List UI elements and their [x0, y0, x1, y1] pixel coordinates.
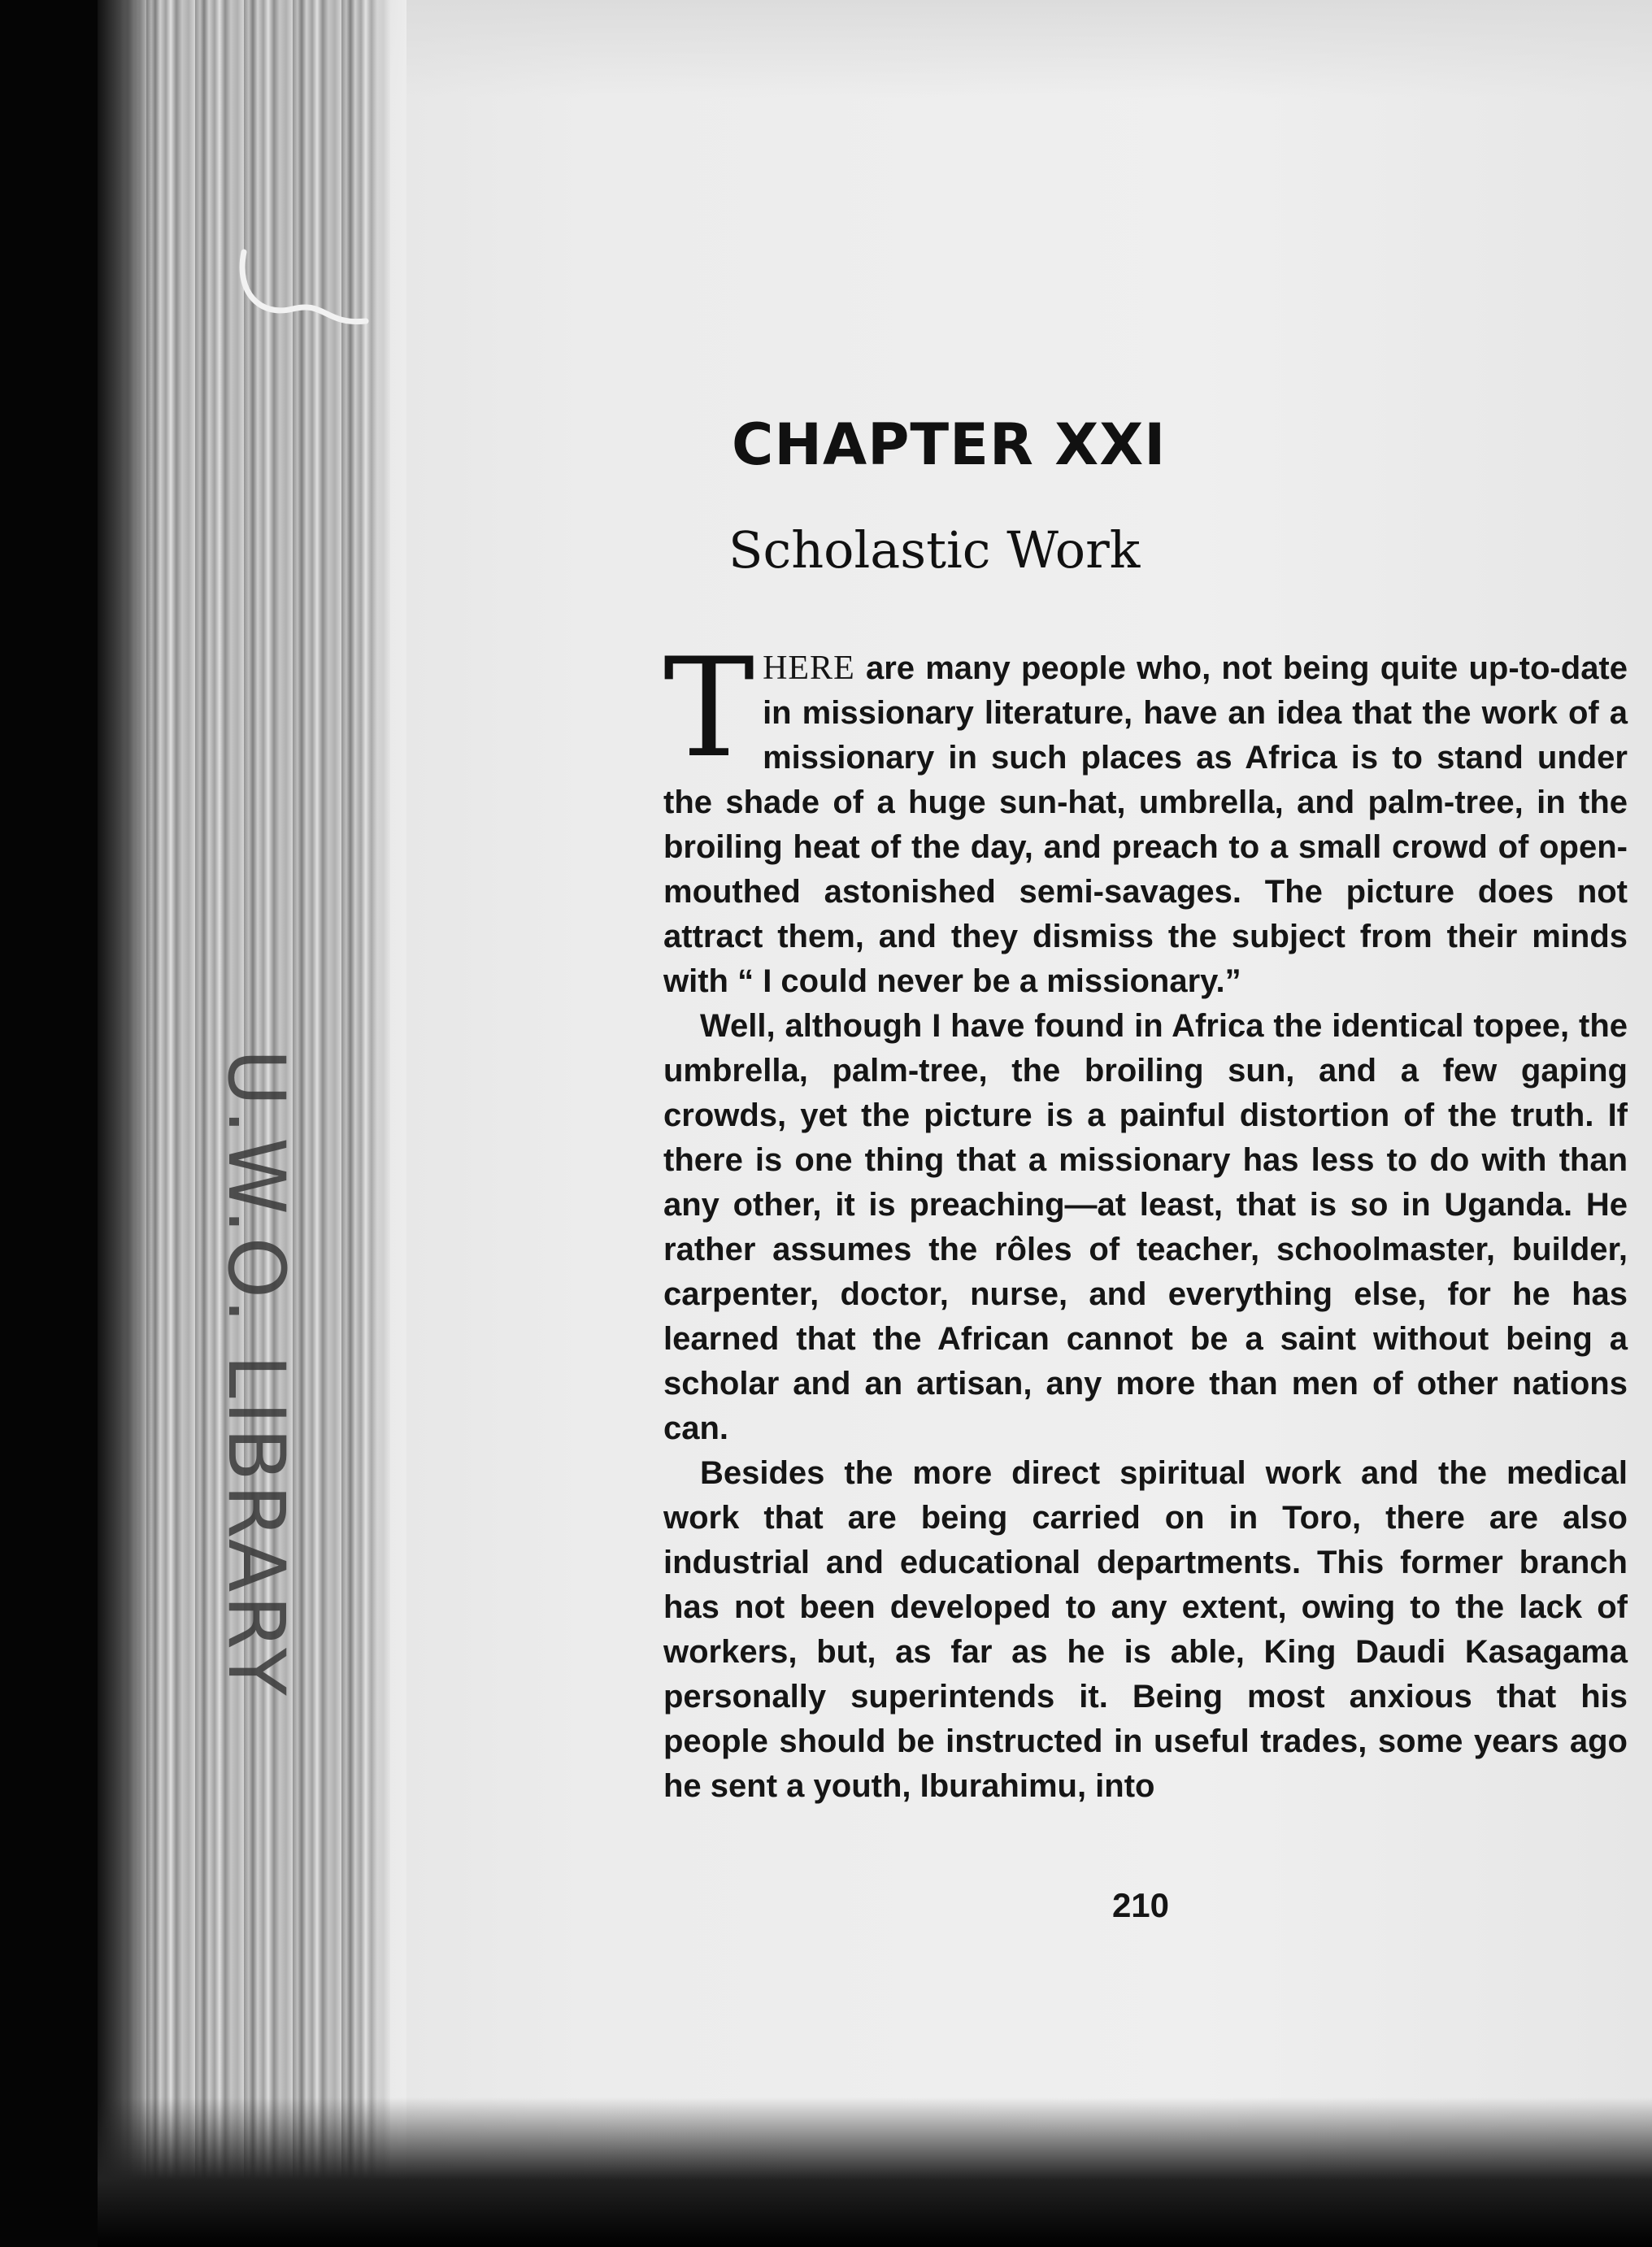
library-stamp: U.W.O. LIBRARY	[211, 1049, 302, 1699]
drop-cap: T	[663, 628, 755, 788]
paragraph-1-text: are many people who, not being quite up-to-date in missionary literature, have an idea that the work of a missionary in such places as Africa is to stand under the shade of a huge sun-hat, umbrella, and palm-tree, in the broiling heat of the day, and preach to a small crowd of open-mouthed astonished semi-savages. The picture does not attract them, and they dismiss the subject from their minds with “ I could never be a missionary.”	[663, 650, 1628, 999]
body-text	[663, 628, 1628, 1809]
drop-cap-continuation: HERE	[763, 650, 855, 687]
chapter-title: Scholastic Work	[728, 520, 1141, 580]
page-top-shading	[390, 0, 1652, 98]
chapter-heading: CHAPTER XXI	[732, 411, 1167, 478]
paragraph-3: Besides the more direct spiritual work and the medical work that are being carried on in Toro, there are also industrial and educational departments. This former branch has not been developed to any extent, owing to the lack of workers, but, as far as he is able, King Daudi Kasagama personally superintends it. Being most anxious that his people should be instructed in useful trades, some years ago he sent a youth, Iburahimu, into	[663, 1455, 1628, 1804]
paragraph-1	[663, 628, 1628, 1004]
bottom-shadow	[98, 2097, 1652, 2247]
spine-shadow	[98, 0, 154, 2195]
paragraph-2: Well, although I have found in Africa the identical topee, the umbrella, palm-tree, the broiling sun, and a few gaping crowds, yet the picture is a painful distortion of the truth. If there is one thing that a missionary has less to do with than any other, it is preaching—at least, that is so in Uganda. He rather assumes the rôles of teacher, schoolmaster, builder, carpenter, doctor, nurse, and everything else, for he has learned that the African cannot be a saint without being a scholar and an artisan, any more than men of other nations can.	[663, 1008, 1628, 1446]
page-number: 210	[1111, 1886, 1170, 1924]
pencil-mark	[228, 244, 374, 341]
